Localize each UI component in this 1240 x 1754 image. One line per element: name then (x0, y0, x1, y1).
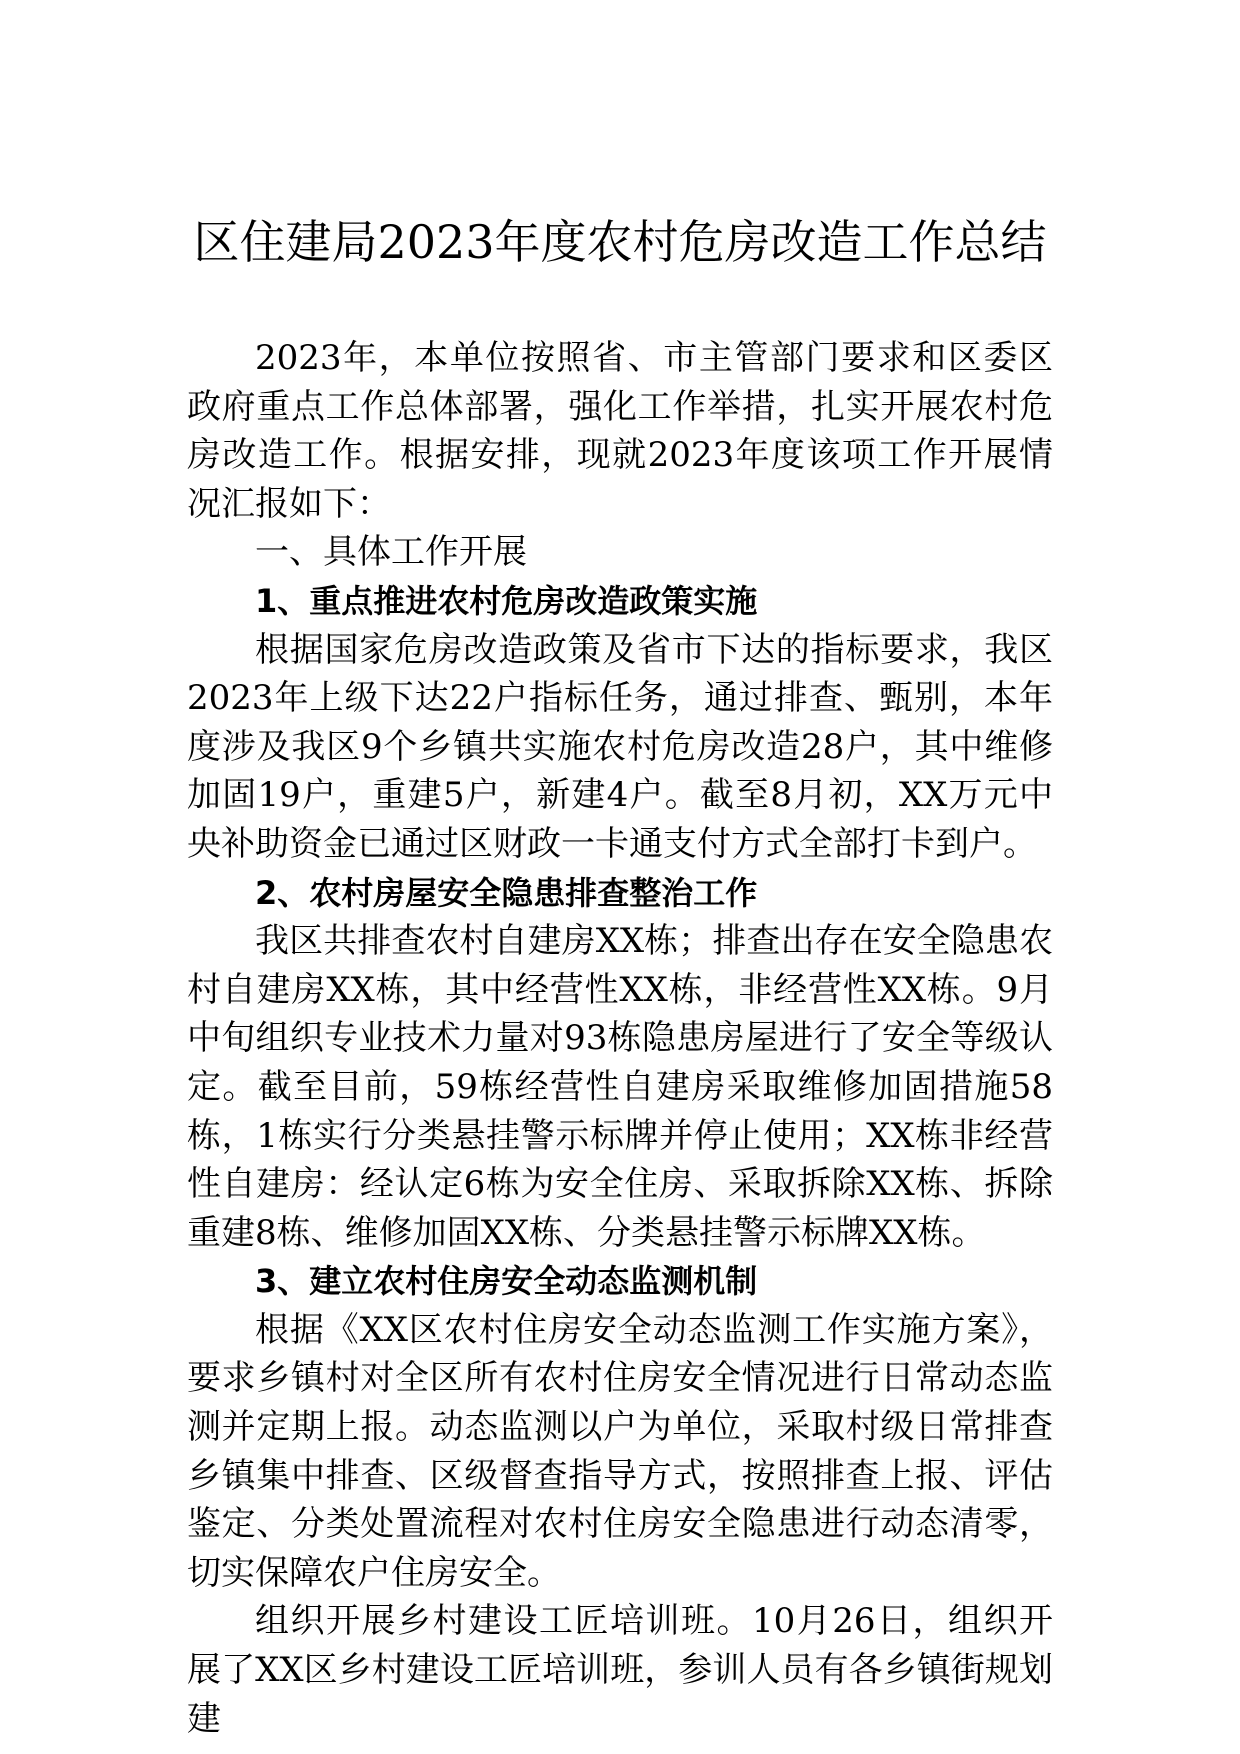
document-body (187, 334, 1053, 1743)
item-1-paragraph: 根据国家危房改造政策及省市下达的指标要求，我区2023年上级下达22户指标任务，通过排查、甄别，本年度涉及我区9个乡镇共实施农村危房改造28户，其中维修加固19户，重建5户，新建4户。截至8月初，XX万元中央补助资金已通过区财政一卡通支付方式全部打卡到户。 (187, 629, 1053, 864)
document-title: 区住建局2023年度农村危房改造工作总结 (193, 215, 1047, 269)
item-3-paragraph: 根据《XX区农村住房安全动态监测工作实施方案》，要求乡镇村对全区所有农村住房安全情况进行日常动态监测并定期上报。动态监测以户为单位，采取村级日常排查乡镇集中排查、区级督查指导方式，按照排查上报、评估鉴定、分类处置流程对农村住房安全隐患进行动态清零，切实保障农户住房安全。 (187, 1309, 1053, 1593)
section-heading: 一、具体工作开展 (255, 532, 527, 573)
item-heading-3: 3、建立农村住房安全动态监测机制 (255, 1262, 758, 1301)
item-heading-1: 1、重点推进农村危房改造政策实施 (255, 581, 758, 620)
item-heading-2: 2、农村房屋安全隐患排查整治工作 (255, 873, 758, 912)
intro-paragraph: 2023年，本单位按照省、市主管部门要求和区委区政府重点工作总体部署，强化工作举措，扎实开展农村危房改造工作。根据安排，现就2023年度该项工作开展情况汇报如下： (187, 338, 1053, 524)
item-3-paragraph-2: 组织开展乡村建设工匠培训班。10月26日，组织开展了XX区乡村建设工匠培训班，参训人员有各乡镇街规划建 (187, 1601, 1053, 1739)
item-2-paragraph: 我区共排查农村自建房XX栋；排查出存在安全隐患农村自建房XX栋，其中经营性XX栋，非经营性XX栋。9月中旬组织专业技术力量对93栋隐患房屋进行了安全等级认定。截至目前，59栋经营性自建房采取维修加固措施58栋，1栋实行分类悬挂警示标牌并停止使用；XX栋非经营性自建房：经认定6栋为安全住房、采取拆除XX栋、拆除重建8栋、维修加固XX栋、分类悬挂警示标牌XX栋。 (187, 921, 1053, 1253)
